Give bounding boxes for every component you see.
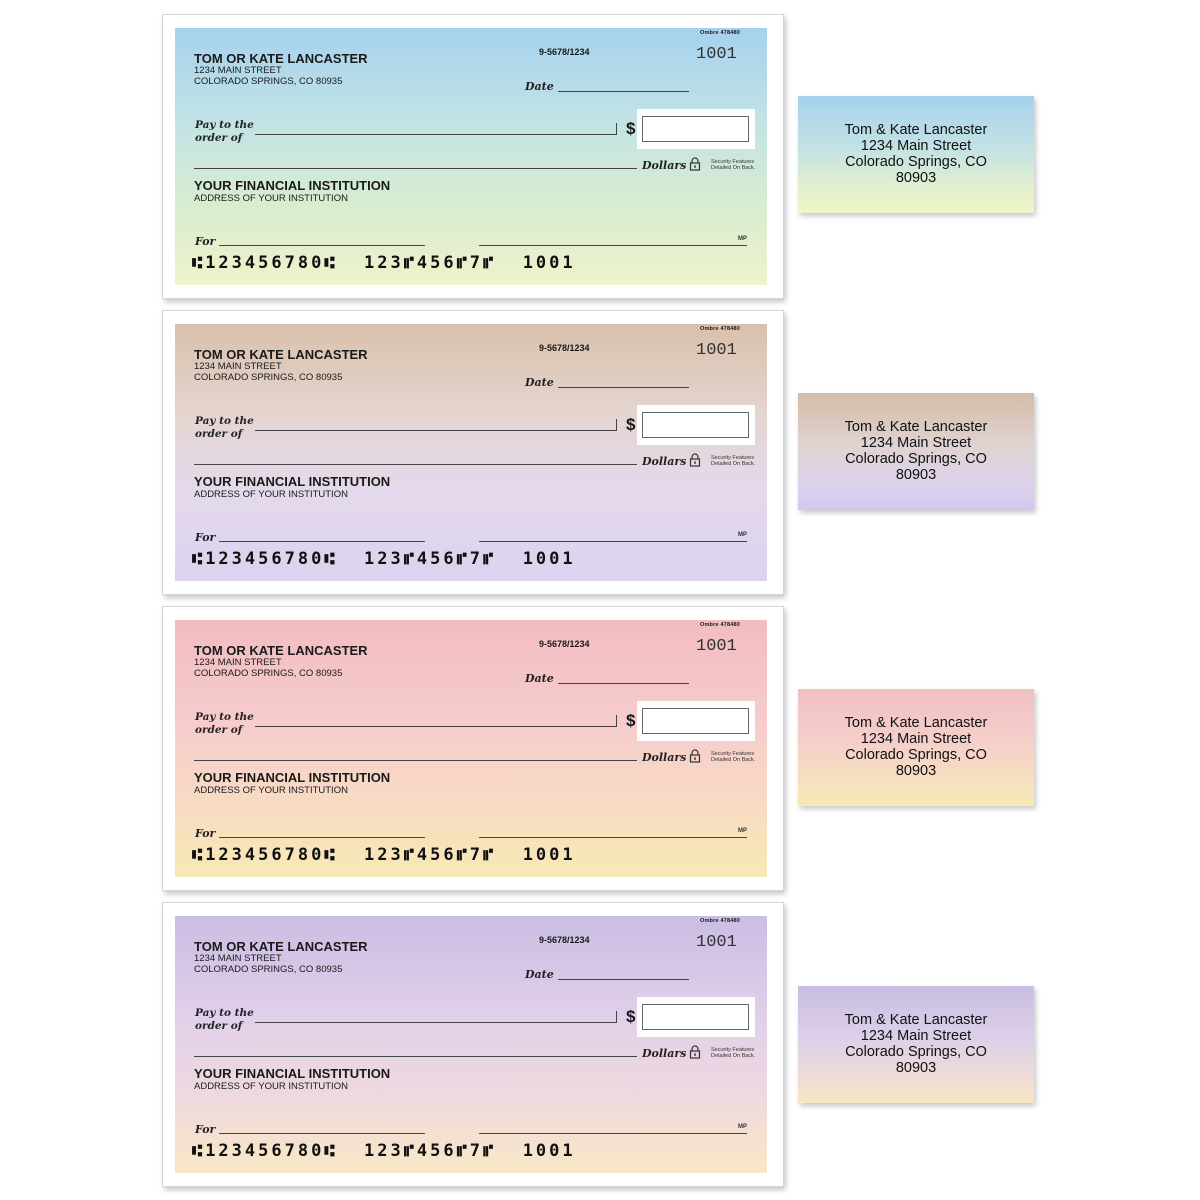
signature-line [479, 541, 747, 542]
memo-line [219, 245, 425, 246]
pay-to-label [195, 415, 254, 441]
dollars-label: Dollars [642, 159, 687, 172]
address-label-text [798, 715, 1034, 779]
account-holder-name: TOM OR KATE LANCASTER [194, 939, 368, 954]
bank-address: ADDRESS OF YOUR INSTITUTION [194, 489, 348, 500]
lock-icon [689, 453, 701, 467]
amount-box [642, 412, 749, 438]
memo-label: For [195, 531, 216, 544]
bank-address: ADDRESS OF YOUR INSTITUTION [194, 785, 348, 796]
fractional-routing-number: 9-5678/1234 [539, 47, 590, 57]
security-note-line-1: Security Features [711, 159, 755, 165]
check-sku: Ombre 478480 [699, 326, 740, 332]
pay-to-label-line-1: Pay to the [195, 711, 254, 723]
payee-line-end [616, 1011, 617, 1022]
account-holder-street: 1234 MAIN STREET [194, 361, 282, 372]
bank-name: YOUR FINANCIAL INSTITUTION [194, 178, 391, 193]
security-note-line-2: Detailed On Back. [711, 1053, 756, 1059]
check-face [175, 916, 767, 1173]
pay-to-label [195, 119, 254, 145]
date-label: Date [525, 376, 554, 389]
micr-line: ⑆123456780⑆ 123⑈456⑈7⑈ 1001 [192, 1141, 576, 1161]
bank-address: ADDRESS OF YOUR INSTITUTION [194, 193, 348, 204]
pay-to-label-line-1: Pay to the [195, 119, 254, 131]
label-line-name: Tom & Kate Lancaster [844, 1012, 988, 1028]
security-note-line-1: Security Features [711, 1047, 755, 1053]
address-label-pink [798, 689, 1034, 806]
pay-to-label-line-2: order of [195, 428, 243, 440]
fractional-routing-number: 9-5678/1234 [539, 343, 590, 353]
mp-mark: MP [738, 532, 747, 538]
security-note-line-2: Detailed On Back. [711, 461, 756, 467]
check-face [175, 620, 767, 877]
check-tan [162, 310, 784, 595]
check-pink [162, 606, 784, 891]
check-face [175, 324, 767, 581]
label-line-street: 1234 Main Street [860, 1028, 972, 1044]
pay-to-label [195, 711, 254, 737]
security-note-line-2: Detailed On Back. [711, 165, 756, 171]
memo-line [219, 837, 425, 838]
label-line-city: Colorado Springs, CO [845, 747, 987, 763]
date-line [558, 91, 689, 92]
currency-sign: $ [626, 711, 636, 730]
micr-line: ⑆123456780⑆ 123⑈456⑈7⑈ 1001 [192, 253, 576, 273]
security-features-note [711, 159, 755, 171]
label-line-zip: 80903 [895, 1060, 937, 1076]
memo-label: For [195, 827, 216, 840]
memo-line [219, 541, 425, 542]
lock-icon [689, 749, 701, 763]
account-holder-name: TOM OR KATE LANCASTER [194, 51, 368, 66]
currency-sign: $ [626, 415, 636, 434]
lock-icon [689, 157, 701, 171]
mp-mark: MP [738, 236, 747, 242]
bank-name: YOUR FINANCIAL INSTITUTION [194, 1066, 391, 1081]
account-holder-name: TOM OR KATE LANCASTER [194, 643, 368, 658]
label-line-zip: 80903 [895, 467, 937, 483]
bank-name: YOUR FINANCIAL INSTITUTION [194, 770, 391, 785]
security-note-line-1: Security Features [711, 751, 755, 757]
amount-box [642, 708, 749, 734]
security-features-note [711, 1047, 755, 1059]
account-holder-street: 1234 MAIN STREET [194, 953, 282, 964]
address-label-tan [798, 393, 1034, 510]
memo-line [219, 1133, 425, 1134]
currency-sign: $ [626, 1007, 636, 1026]
dollars-label: Dollars [642, 1047, 687, 1060]
date-label: Date [525, 672, 554, 685]
account-holder-street: 1234 MAIN STREET [194, 657, 282, 668]
dollars-label: Dollars [642, 751, 687, 764]
pay-to-label-line-2: order of [195, 1020, 243, 1032]
dollars-label: Dollars [642, 455, 687, 468]
micr-line: ⑆123456780⑆ 123⑈456⑈7⑈ 1001 [192, 845, 576, 865]
bank-name: YOUR FINANCIAL INSTITUTION [194, 474, 391, 489]
account-holder-city: COLORADO SPRINGS, CO 80935 [194, 668, 343, 679]
mp-mark: MP [738, 1124, 747, 1130]
check-number: 1001 [696, 637, 737, 656]
memo-label: For [195, 235, 216, 248]
pay-to-label-line-1: Pay to the [195, 415, 254, 427]
fractional-routing-number: 9-5678/1234 [539, 935, 590, 945]
label-line-street: 1234 Main Street [860, 138, 972, 154]
security-features-note [711, 751, 755, 763]
label-line-zip: 80903 [895, 170, 937, 186]
check-number: 1001 [696, 45, 737, 64]
label-line-zip: 80903 [895, 763, 937, 779]
payee-line [255, 726, 617, 727]
currency-sign: $ [626, 119, 636, 138]
address-label-violet [798, 986, 1034, 1103]
account-holder-name: TOM OR KATE LANCASTER [194, 347, 368, 362]
payee-line [255, 430, 617, 431]
fractional-routing-number: 9-5678/1234 [539, 639, 590, 649]
memo-label: For [195, 1123, 216, 1136]
check-blue [162, 14, 784, 299]
address-label-text [798, 122, 1034, 186]
written-amount-line [194, 464, 637, 465]
check-violet [162, 902, 784, 1187]
date-label: Date [525, 968, 554, 981]
account-holder-city: COLORADO SPRINGS, CO 80935 [194, 76, 343, 87]
micr-line: ⑆123456780⑆ 123⑈456⑈7⑈ 1001 [192, 549, 576, 569]
pay-to-label [195, 1007, 254, 1033]
security-note-line-1: Security Features [711, 455, 755, 461]
amount-box [642, 116, 749, 142]
label-line-city: Colorado Springs, CO [845, 154, 987, 170]
label-line-street: 1234 Main Street [860, 435, 972, 451]
account-holder-city: COLORADO SPRINGS, CO 80935 [194, 964, 343, 975]
payee-line [255, 134, 617, 135]
account-holder-city: COLORADO SPRINGS, CO 80935 [194, 372, 343, 383]
lock-icon [689, 1045, 701, 1059]
account-holder-street: 1234 MAIN STREET [194, 65, 282, 76]
written-amount-line [194, 760, 637, 761]
check-sku: Ombre 478480 [699, 30, 740, 36]
check-number: 1001 [696, 933, 737, 952]
bank-address: ADDRESS OF YOUR INSTITUTION [194, 1081, 348, 1092]
written-amount-line [194, 168, 637, 169]
written-amount-line [194, 1056, 637, 1057]
address-label-blue [798, 96, 1034, 213]
label-line-name: Tom & Kate Lancaster [844, 715, 988, 731]
label-line-city: Colorado Springs, CO [845, 451, 987, 467]
mp-mark: MP [738, 828, 747, 834]
payee-line [255, 1022, 617, 1023]
date-line [558, 387, 689, 388]
security-note-line-2: Detailed On Back. [711, 757, 756, 763]
check-sku: Ombre 478480 [699, 622, 740, 628]
amount-box [642, 1004, 749, 1030]
check-face [175, 28, 767, 285]
date-line [558, 683, 689, 684]
security-features-note [711, 455, 755, 467]
signature-line [479, 1133, 747, 1134]
signature-line [479, 245, 747, 246]
date-line [558, 979, 689, 980]
check-sku: Ombre 478480 [699, 918, 740, 924]
pay-to-label-line-2: order of [195, 132, 243, 144]
label-line-street: 1234 Main Street [860, 731, 972, 747]
label-line-city: Colorado Springs, CO [845, 1044, 987, 1060]
address-label-text [798, 1012, 1034, 1076]
payee-line-end [616, 419, 617, 430]
payee-line-end [616, 715, 617, 726]
address-label-text [798, 419, 1034, 483]
label-line-name: Tom & Kate Lancaster [844, 419, 988, 435]
payee-line-end [616, 123, 617, 134]
signature-line [479, 837, 747, 838]
pay-to-label-line-1: Pay to the [195, 1007, 254, 1019]
pay-to-label-line-2: order of [195, 724, 243, 736]
label-line-name: Tom & Kate Lancaster [844, 122, 988, 138]
date-label: Date [525, 80, 554, 93]
check-number: 1001 [696, 341, 737, 360]
